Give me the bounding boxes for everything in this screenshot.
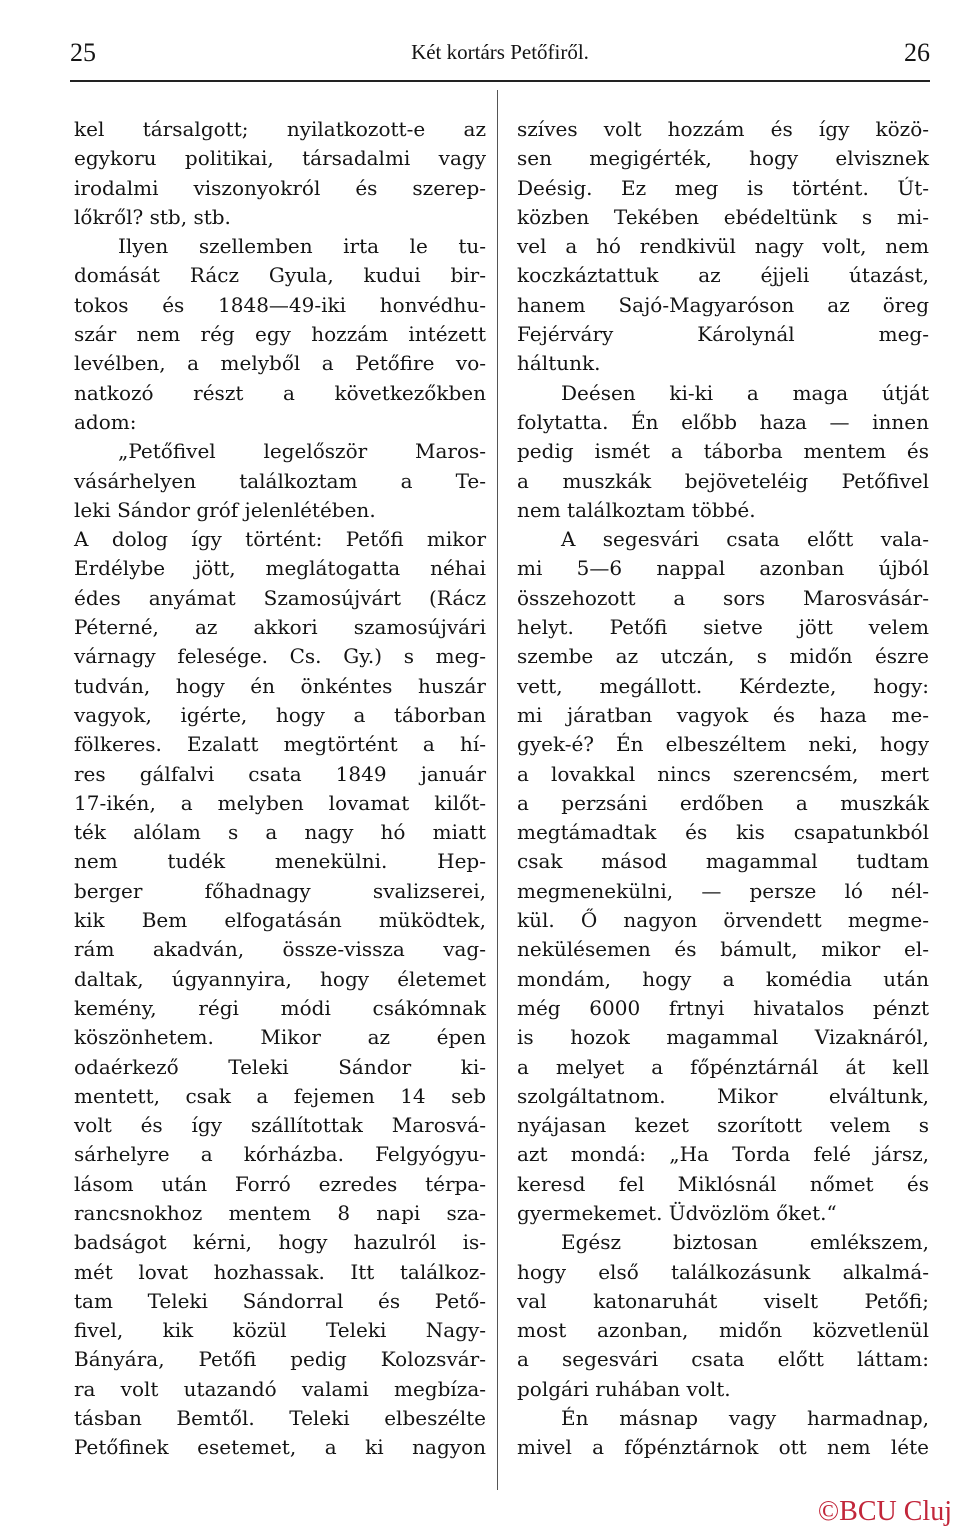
text-line: tudván, hogy én önkéntes huszár bbox=[74, 673, 486, 698]
text-line: nem találkoztam többé. bbox=[517, 497, 756, 522]
text-line: köszönhetem. Mikor az épen bbox=[74, 1025, 486, 1050]
text-line: várnagy felesége. Cs. Gy.) s meg- bbox=[74, 644, 486, 669]
text-line: vásárhelyen találkoztam a Te- bbox=[74, 468, 486, 493]
text-line: a muszkák bejöveteléig Petőfivel bbox=[517, 468, 929, 493]
right-text-column bbox=[517, 115, 929, 1463]
text-line: kik Bem elfogatásán müködtek, bbox=[74, 908, 486, 933]
text-line: domását Rácz Gyula, kudui bir- bbox=[74, 263, 486, 288]
text-line: egykoru politikai, társadalmi vagy bbox=[74, 146, 486, 171]
text-line: gyermekemet. Üdvözlöm őket.“ bbox=[517, 1200, 837, 1225]
text-line: szembe az utczán, s midőn észre bbox=[517, 644, 929, 669]
text-line: szíves volt hozzám és így közö- bbox=[517, 117, 929, 141]
text-line: Egész biztosan emlékszem, bbox=[561, 1230, 929, 1255]
text-line: vett, megállott. Kérdezte, hogy: bbox=[517, 673, 929, 698]
text-line: polgári ruhában volt. bbox=[517, 1376, 731, 1401]
text-line: Petőfinek esetemet, a ki nagyon bbox=[74, 1435, 486, 1460]
text-line: is hozok magammal Vizaknáról, bbox=[517, 1025, 929, 1050]
running-title: Két kortárs Petőfiről. bbox=[411, 40, 589, 64]
text-line: Deésen ki-ki a maga útját bbox=[561, 380, 929, 405]
text-line: Bányára, Petőfi pedig Kolozsvár- bbox=[74, 1347, 486, 1372]
page-number-right: 26 bbox=[904, 38, 930, 67]
text-line: val katonaruhát viselt Petőfi; bbox=[517, 1288, 929, 1313]
text-line: A dolog így történt: Petőfi mikor bbox=[74, 527, 486, 552]
text-line: Deésig. Ez meg is történt. Út- bbox=[517, 175, 929, 200]
text-line: kel társalgott; nyilatkozott-e az bbox=[74, 117, 486, 141]
text-line: háltunk. bbox=[517, 351, 601, 376]
text-line: közben Tekében ebédeltünk s mi- bbox=[517, 204, 929, 229]
text-line: A segesvári csata előtt vala- bbox=[561, 527, 929, 552]
text-line: daltak, úgyannyira, hogy életemet bbox=[74, 966, 486, 991]
text-line: fölkeres. Ezalatt megtörtént a hí- bbox=[74, 732, 486, 757]
text-line: leki Sándor gróf jelenlétében. bbox=[74, 497, 376, 522]
page-number-left: 25 bbox=[70, 38, 96, 67]
text-line: adom: bbox=[74, 409, 137, 434]
text-line: vel a hó rendkivül nagy volt, nem bbox=[517, 234, 929, 259]
column-divider bbox=[497, 90, 498, 1490]
text-line: összehozott a sors Marosvásár- bbox=[517, 585, 929, 610]
text-line: a melyet a főpénztárnál át kell bbox=[517, 1054, 929, 1079]
text-line: sen megigérték, hogy elvisznek bbox=[517, 146, 929, 171]
text-line: mentett, csak a fejemen 14 seb bbox=[74, 1083, 486, 1108]
text-line: keresd fel Miklósnál nőmet és bbox=[517, 1171, 929, 1196]
text-line: tásban Bemtől. Teleki elbeszélte bbox=[74, 1406, 486, 1431]
text-line: sárhelyre a kórházba. Felgyógyu- bbox=[74, 1142, 486, 1167]
text-line: ra volt utazandó valami megbíza- bbox=[74, 1376, 486, 1401]
text-line: levélben, a melyből a Petőfire vo- bbox=[74, 351, 486, 376]
text-line: mét lovat hozhassak. Itt találkoz- bbox=[74, 1259, 486, 1284]
text-line: megtámadtak és kis csapatunkból bbox=[517, 820, 929, 845]
text-line: folytatta. Én előbb haza — innen bbox=[517, 409, 929, 434]
text-line: a segesvári csata előtt láttam: bbox=[517, 1347, 929, 1372]
text-line: nyájasan kezet szorított velem s bbox=[517, 1113, 929, 1138]
text-line: helyt. Petőfi sietve jött velem bbox=[517, 615, 929, 640]
text-line: rám akadván, össze-vissza vag- bbox=[74, 937, 486, 962]
text-line: tam Teleki Sándorral és Pető- bbox=[74, 1288, 486, 1313]
text-line: nekülésemen és bámult, mikor el- bbox=[517, 937, 929, 962]
text-line: Erdélybe jött, meglátogatta néhai bbox=[74, 556, 486, 581]
text-line: szár nem rég egy hozzám intézett bbox=[74, 322, 486, 347]
text-line: azt mondá: „Ha Torda felé jársz, bbox=[517, 1142, 929, 1167]
text-line: koczkáztattuk az éjjeli útazást, bbox=[517, 263, 929, 288]
text-line: most azonban, midőn közvetlenül bbox=[517, 1318, 929, 1343]
text-line: a lovakkal nincs szerencsém, mert bbox=[517, 761, 929, 786]
text-line: Én másnap vagy harmadnap, bbox=[561, 1406, 929, 1431]
text-line: berger főhadnagy svalizserei, bbox=[74, 878, 486, 903]
text-line: megmenekülni, — persze ló nél- bbox=[517, 878, 929, 903]
text-line: Ilyen szellemben irta le tu- bbox=[118, 234, 486, 259]
text-line: gyek-é? Én elbeszéltem neki, hogy bbox=[517, 732, 929, 757]
text-line: hogy első találkozásunk alkalmá- bbox=[517, 1259, 929, 1284]
text-line: „Petőfivel legelőször Maros- bbox=[118, 439, 486, 464]
text-line: volt és így szállítottak Marosvá- bbox=[74, 1113, 486, 1138]
text-line: tokos és 1848—49-iki honvédhu- bbox=[74, 292, 486, 317]
left-text-column bbox=[74, 115, 486, 1463]
text-line: kemény, régi módi csákómnak bbox=[74, 995, 486, 1020]
text-line: lőkről? stb, stb. bbox=[74, 204, 231, 229]
text-line: lásom után Forró ezredes térpa- bbox=[74, 1171, 486, 1196]
text-line: Fejérváry Károlynál meg- bbox=[517, 322, 929, 347]
text-line: rancsnokhoz mentem 8 napi sza- bbox=[74, 1200, 486, 1225]
text-line: ték alólam s a nagy hó miatt bbox=[74, 820, 486, 845]
text-line: fivel, kik közül Teleki Nagy- bbox=[74, 1318, 486, 1343]
text-line: mivel a főpénztárnok ott nem léte bbox=[517, 1435, 929, 1460]
text-line: vagyok, igérte, hogy a táborban bbox=[74, 702, 486, 727]
library-watermark: ©BCU Cluj bbox=[817, 1496, 952, 1527]
text-line: mi járatban vagyok és haza me- bbox=[517, 702, 929, 727]
text-line: a perzsáni erdőben a muszkák bbox=[517, 790, 929, 815]
text-line: csak másod magammal tudtam bbox=[517, 849, 929, 874]
page-header bbox=[70, 38, 930, 78]
text-line: mondám, hogy a komédia után bbox=[517, 966, 929, 991]
text-line: Péterné, az akkori szamosújvári bbox=[74, 615, 486, 640]
text-line: hanem Sajó-Magyaróson az öreg bbox=[517, 292, 929, 317]
text-line: még 6000 frtnyi hivatalos pénzt bbox=[517, 995, 929, 1020]
text-line: badságot kérni, hogy hazulról is- bbox=[74, 1230, 486, 1255]
text-line: pedig ismét a táborba mentem és bbox=[517, 439, 929, 464]
text-line: szolgáltatnom. Mikor elváltunk, bbox=[517, 1083, 929, 1108]
text-line: natkozó részt a következőkben bbox=[74, 380, 486, 405]
header-rule bbox=[70, 80, 930, 82]
text-line: 17-ikén, a melyben lovamat kilőt- bbox=[74, 790, 486, 815]
text-line: res gálfalvi csata 1849 január bbox=[74, 761, 486, 786]
text-line: odaérkező Teleki Sándor ki- bbox=[74, 1054, 486, 1079]
text-line: mi 5—6 nappal azonban újból bbox=[517, 556, 929, 581]
text-line: édes anyámat Szamosújvárt (Rácz bbox=[74, 585, 486, 610]
text-line: nem tudék menekülni. Hep- bbox=[74, 849, 486, 874]
text-line: irodalmi viszonyokról és szerep- bbox=[74, 175, 486, 200]
text-line: kül. Ő nagyon örvendett megme- bbox=[517, 908, 929, 933]
